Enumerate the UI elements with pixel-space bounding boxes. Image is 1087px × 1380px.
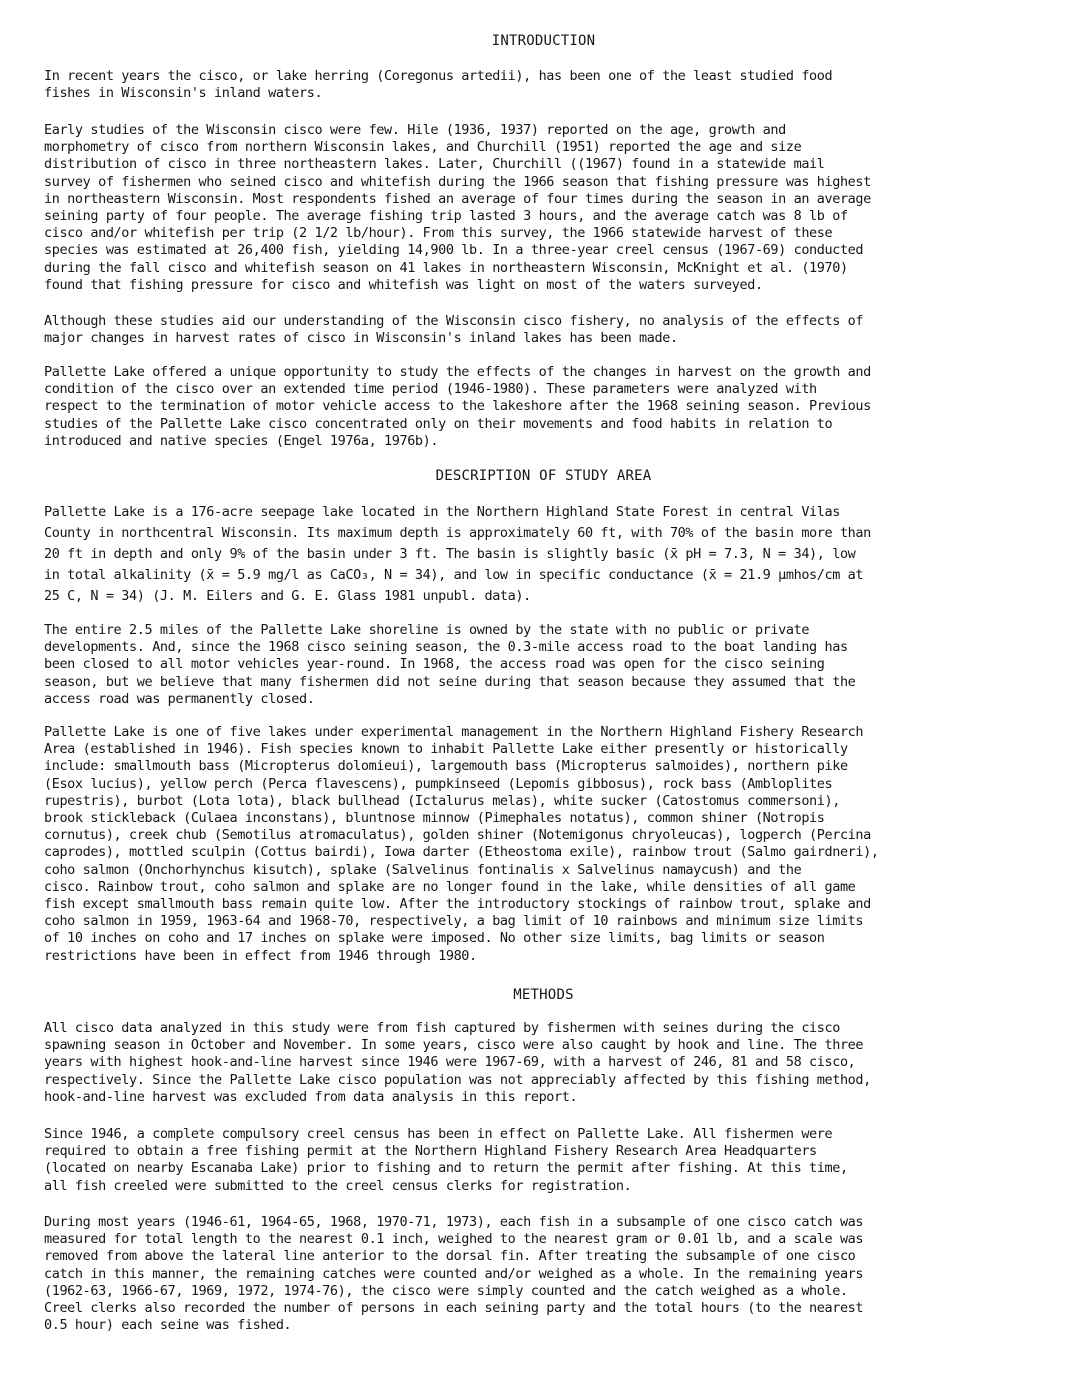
- methods-paragraph-3: During most years (1946-61, 1964-65, 1968, 1970-71, 1973), each fish in a subsample of one cisco catch was measured for total length to the nearest 0.1 inch, weighed to the nearest gram or 0.01 lb, and a scale was removed from above the lateral line anterior to the dorsal fin. After treating the subsample of one cisco catch in this manner, the remaining catches were counted and/or weighed as a whole. In the remaining years (1962-63, 1966-67, 1969, 1972, 1974-76), the cisco were simply counted and the catch weighed as a whole. Creel clerks also recorded the number of persons in each seining party and the total hours (to the nearest 0.5 hour) each seine was fished.: [44, 1214, 864, 1334]
- intro-paragraph-3: Although these studies aid our understanding of the Wisconsin cisco fishery, no analysis of the effects of major changes in harvest rates of cisco in Wisconsin's inland lakes has been made.: [44, 313, 864, 347]
- methods-paragraph-2: Since 1946, a complete compulsory creel census has been in effect on Pallette Lake. All fishermen were required to obtain a free fishing permit at the Northern Highland Fishery Research Area Headquarters (located on nearby Escanaba Lake) prior to fishing and to return the permit after fishing. At this time, all fish creeled were submitted to the creel census clerks for registration.: [44, 1126, 848, 1194]
- intro-paragraph-2: Early studies of the Wisconsin cisco were few. Hile (1936, 1937) reported on the age, growth and morphometry of cisco from northern Wisconsin lakes, and Churchill (1951) reported the age and size distribution of cisco in three northeastern lakes. Later, Churchill ((1967) found in a statewide mail survey of fishermen who seined cisco and whitefish during the 1966 season that fishing pressure was highest in northeastern Wisconsin. Most respondents fished an average of four times during the season in an average seining party of four people. The average fishing trip lasted 3 hours, and the average catch was 8 lb of cisco and/or whitefish per trip (2 1/2 lb/hour). From this survey, the 1966 statewide harvest of these species was estimated at 26,400 fish, yielding 14,900 lb. In a three-year creel census (1967-69) conducted during the fall cisco and whitefish season on 41 lakes in northeastern Wisconsin, McKnight et al. (1970) found that fishing pressure for cisco and whitefish was light on most of the waters surveyed.: [44, 122, 871, 293]
- study-area-paragraph-3: Pallette Lake is one of five lakes under experimental management in the Northern Highland Fishery Research Area (established in 1946). Fish species known to inhabit Pallette Lake either presently or historically include: smallmouth bass (Micropterus dolomieui), largemouth bass (Micropterus salmoides), northern pike (Esox lucius), yellow perch (Perca flavescens), pumpkinseed (Lepomis gibbosus), rock bass (Ambloplites rupestris), burbot (Lota lota), black bullhead (Ictalurus melas), white sucker (Catostomus commersoni), brook stickleback (Culaea inconstans), bluntnose minnow (Pimephales notatus), common shiner (Notropis cornutus), creek chub (Semotilus atromaculatus), golden shiner (Notemigonus chryoleucas), logperch (Percina caprodes), mottled sculpin (Cottus bairdi), Iowa darter (Etheostoma exile), rainbow trout (Salmo gairdneri), coho salmon (Onchorhynchus kisutch), splake (Salvelinus fontinalis x Salvelinus namaycush) and the cisco. Rainbow trout, coho salmon and splake are no longer found in the lake, while densities of all game fish except smallmouth bass remain quite low. After the introductory stockings of rainbow trout, splake and coho salmon in 1959, 1963-64 and 1968-70, respectively, a bag limit of 10 rainbows and minimum size limits of 10 inches on coho and 17 inches on splake were imposed. No other size limits, bag limits or season restrictions have been in effect from 1946 through 1980.: [44, 724, 879, 964]
- study-area-heading: DESCRIPTION OF STUDY AREA: [435, 468, 652, 484]
- study-area-paragraph-2: The entire 2.5 miles of the Pallette Lake shoreline is owned by the state with no public or private developments. And, since the 1968 cisco seining season, the 0.3-mile access road to the boat landing has been closed to all motor vehicles year-round. In 1968, the access road was open for the cisco seining season, but we believe that many fishermen did not seine during that season because they assumed that the access road was permanently closed.: [44, 622, 856, 707]
- methods-heading: METHODS: [513, 987, 574, 1003]
- study-area-paragraph-1: Pallette Lake is a 176-acre seepage lake located in the Northern Highland State Forest in central Vilas County in northcentral Wisconsin. Its maximum depth is approximately 60 ft, with 70% of the basin more than 20 ft in depth and only 9% of the basin under 3 ft. The basin is slightly basic (x̄ pH = 7.3, N = 34), low in total alkalinity (x̄ = 5.9 mg/l as CaCO₃, N = 34), and low in specific conductance (x̄ = 21.9 µmhos/cm at 25 C, N = 34) (J. M. Eilers and G. E. Glass 1981 unpubl. data).: [44, 504, 871, 604]
- introduction-heading: INTRODUCTION: [491, 33, 596, 49]
- intro-paragraph-1: In recent years the cisco, or lake herring (Coregonus artedii), has been one of the least studied food fishes in Wisconsin's inland waters.: [44, 68, 833, 102]
- methods-paragraph-1: All cisco data analyzed in this study were from fish captured by fishermen with seines during the cisco spawning season in October and November. In some years, cisco were also caught by hook and line. The three years with highest hook-and-line harvest since 1946 were 1967-69, with a harvest of 246, 81 and 58 cisco, respectively. Since the Pallette Lake cisco population was not appreciably affected by this fishing method, hook-and-line harvest was excluded from data analysis in this report.: [44, 1020, 871, 1105]
- intro-paragraph-4: Pallette Lake offered a unique opportunity to study the effects of the changes in harvest on the growth and condition of the cisco over an extended time period (1946-1980). These parameters were analyzed with respect to the termination of motor vehicle access to the lakeshore after the 1968 seining season. Previous studies of the Pallette Lake cisco concentrated only on their movements and food habits in relation to introduced and native species (Engel 1976a, 1976b).: [44, 364, 871, 449]
